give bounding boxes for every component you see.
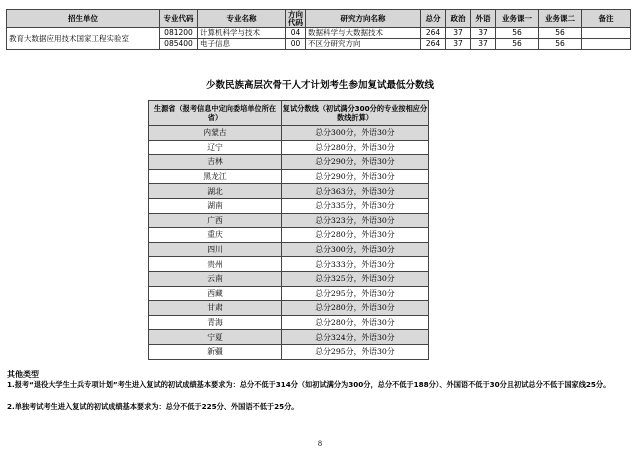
province-rows xyxy=(149,126,429,360)
province-name: 重庆 xyxy=(149,228,282,243)
header-direction-code: 方向代码 xyxy=(286,10,306,28)
province-score: 总分333分，外语30分 xyxy=(282,257,429,272)
note-cell xyxy=(582,28,631,39)
table-row xyxy=(149,242,429,257)
admission-score-table xyxy=(6,9,631,50)
note-cell xyxy=(582,39,631,50)
province-score: 总分323分，外语30分 xyxy=(282,213,429,228)
major-name: 计算机科学与技术 xyxy=(198,28,286,39)
foreign-score: 37 xyxy=(471,39,496,50)
province-name: 宁夏 xyxy=(149,330,282,345)
minority-score-table xyxy=(148,100,429,360)
table-row xyxy=(149,140,429,155)
province-name: 甘肃 xyxy=(149,301,282,316)
province-name: 四川 xyxy=(149,242,282,257)
province-name: 湖北 xyxy=(149,184,282,199)
politics-score: 37 xyxy=(446,28,471,39)
province-name: 新疆 xyxy=(149,344,282,359)
province-score: 总分280分，外语30分 xyxy=(282,301,429,316)
table-row xyxy=(149,315,429,330)
header-course2: 业务课二 xyxy=(539,10,582,28)
notes-title: 其他类型 xyxy=(7,370,39,379)
table-header-row xyxy=(149,101,429,126)
major-name: 电子信息 xyxy=(198,39,286,50)
province-name: 辽宁 xyxy=(149,140,282,155)
course1-score: 56 xyxy=(496,28,539,39)
header-politics: 政治 xyxy=(446,10,471,28)
politics-score: 37 xyxy=(446,39,471,50)
direction-name: 不区分研究方向 xyxy=(306,39,421,50)
province-score: 总分325分，外语30分 xyxy=(282,271,429,286)
header-retest-score: 复试分数线（初试满分300分的专业按相应分数线折算） xyxy=(282,101,429,126)
header-unit: 招生单位 xyxy=(7,10,160,28)
note-veteran-plan: 1.报考“退役大学生士兵专项计划”考生进入复试的初试成绩基本要求为：总分不低于314分（如初试满分为300分，总分不低于188分）、外国语不低于30分且初试总分不低于国家线25分。 xyxy=(7,380,611,389)
table-row xyxy=(149,330,429,345)
header-direction-name: 研究方向名称 xyxy=(306,10,421,28)
province-score: 总分300分，外语30分 xyxy=(282,242,429,257)
total-score: 264 xyxy=(421,39,446,50)
province-score: 总分295分，外语30分 xyxy=(282,286,429,301)
province-name: 贵州 xyxy=(149,257,282,272)
province-score: 总分280分，外语30分 xyxy=(282,140,429,155)
table-row xyxy=(7,28,631,39)
table-row xyxy=(149,344,429,359)
table-row xyxy=(149,184,429,199)
table-row xyxy=(149,286,429,301)
course2-score: 56 xyxy=(539,39,582,50)
course2-score: 56 xyxy=(539,28,582,39)
unit-cell: 教育大数据应用技术国家工程实验室 xyxy=(7,28,160,50)
province-score: 总分335分，外语30分 xyxy=(282,198,429,213)
major-code: 085400 xyxy=(160,39,198,50)
table-row xyxy=(149,257,429,272)
table-header-row xyxy=(7,10,631,28)
direction-name: 数据科学与大数据技术 xyxy=(306,28,421,39)
province-name: 湖南 xyxy=(149,198,282,213)
header-total: 总分 xyxy=(421,10,446,28)
province-name: 吉林 xyxy=(149,155,282,170)
table-row xyxy=(149,155,429,170)
province-name: 西藏 xyxy=(149,286,282,301)
table-row xyxy=(149,228,429,243)
note-independent-exam: 2.单独考试考生进入复试的初试成绩基本要求为：总分不低于225分、外国语不低于25分。 xyxy=(7,402,299,411)
course1-score: 56 xyxy=(496,39,539,50)
page-number: 8 xyxy=(318,439,322,448)
province-name: 云南 xyxy=(149,271,282,286)
province-name: 广西 xyxy=(149,213,282,228)
header-course1: 业务课一 xyxy=(496,10,539,28)
header-province: 生源省（报考信息中定向委培单位所在省） xyxy=(149,101,282,126)
header-major-name: 专业名称 xyxy=(198,10,286,28)
total-score: 264 xyxy=(421,28,446,39)
province-score: 总分300分，外语30分 xyxy=(282,126,429,141)
table-row xyxy=(149,198,429,213)
province-score: 总分363分，外语30分 xyxy=(282,184,429,199)
province-score: 总分290分，外语30分 xyxy=(282,155,429,170)
table-row xyxy=(149,169,429,184)
minority-section-title: 少数民族高层次骨干人才计划考生参加复试最低分数线 xyxy=(205,80,434,91)
header-note: 备注 xyxy=(582,10,631,28)
header-major-code: 专业代码 xyxy=(160,10,198,28)
province-name: 黑龙江 xyxy=(149,169,282,184)
direction-code: 00 xyxy=(286,39,306,50)
province-name: 内蒙古 xyxy=(149,126,282,141)
table-row xyxy=(149,271,429,286)
foreign-score: 37 xyxy=(471,28,496,39)
province-score: 总分280分，外语30分 xyxy=(282,228,429,243)
direction-code: 04 xyxy=(286,28,306,39)
major-code: 081200 xyxy=(160,28,198,39)
table-row xyxy=(149,213,429,228)
table-row xyxy=(149,301,429,316)
header-foreign: 外语 xyxy=(471,10,496,28)
province-score: 总分280分，外语30分 xyxy=(282,315,429,330)
province-score: 总分324分，外语30分 xyxy=(282,330,429,345)
province-score: 总分295分，外语30分 xyxy=(282,344,429,359)
province-score: 总分290分，外语30分 xyxy=(282,169,429,184)
province-name: 青海 xyxy=(149,315,282,330)
table-row xyxy=(149,126,429,141)
